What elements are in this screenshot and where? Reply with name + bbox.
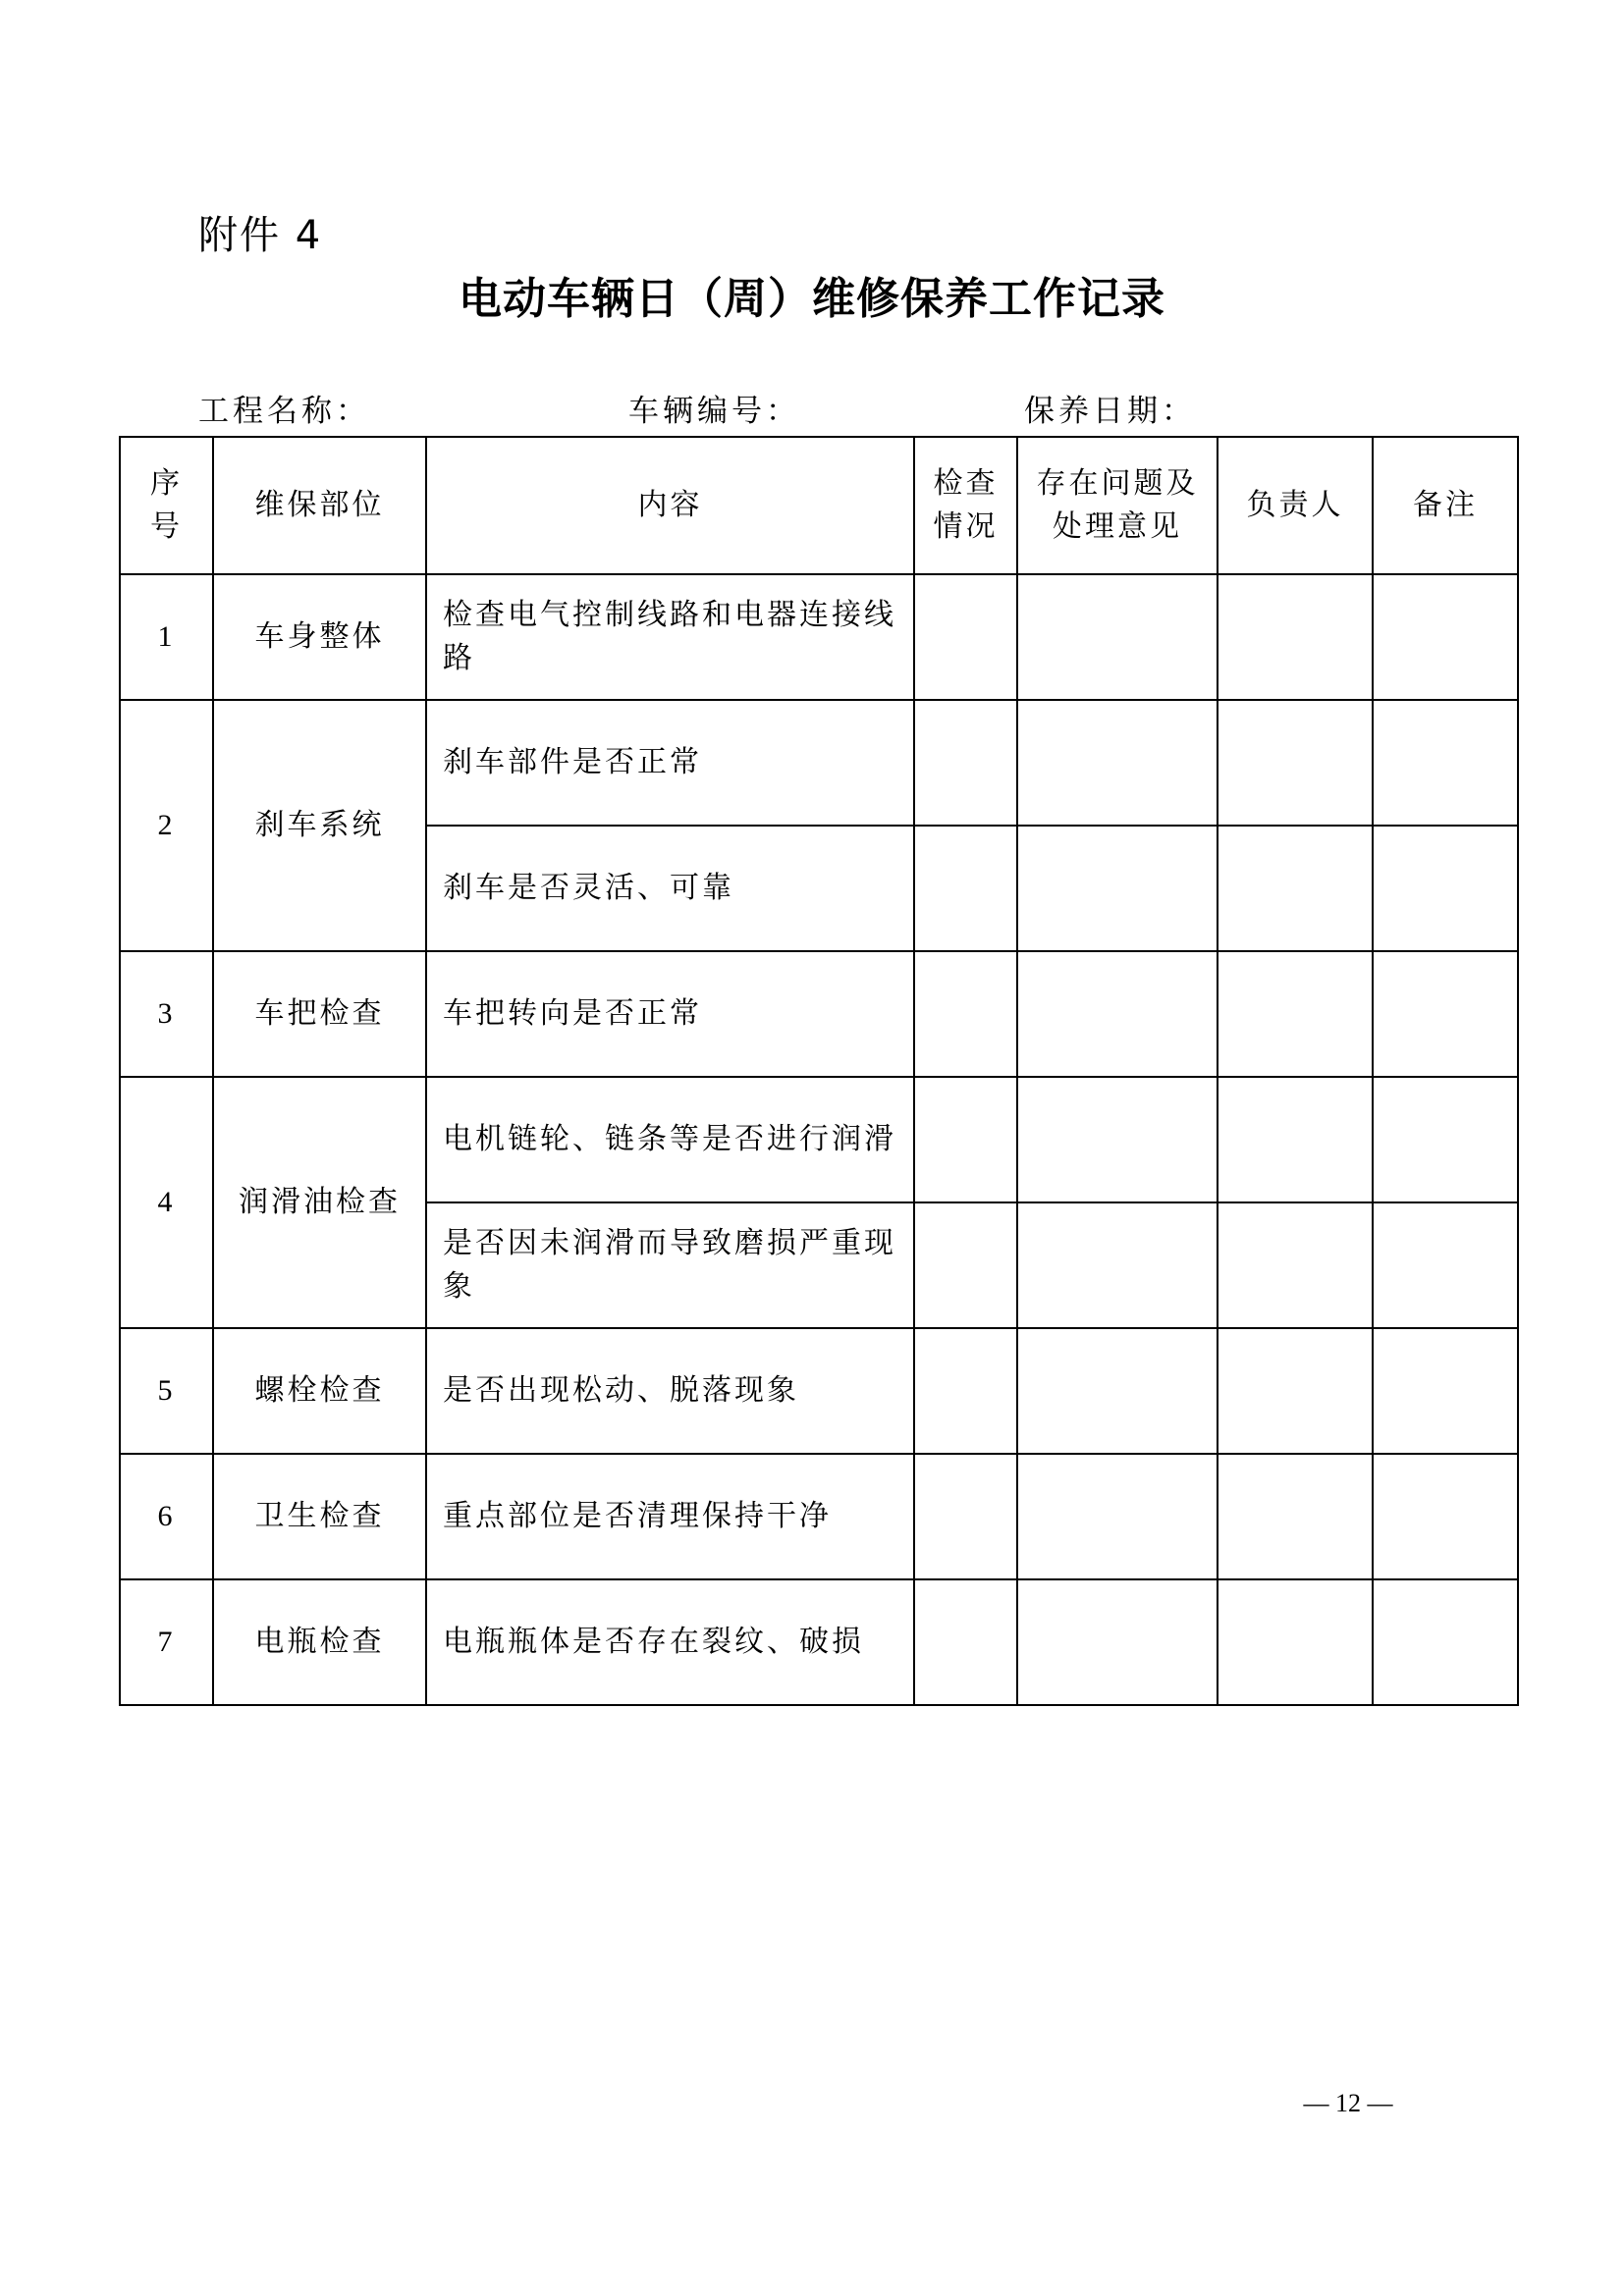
- row-number: 1: [120, 574, 213, 700]
- column-header-part: 维保部位: [213, 437, 426, 574]
- cell-remarks[interactable]: [1373, 1077, 1518, 1202]
- cell-remarks[interactable]: [1373, 1328, 1518, 1454]
- table-row: [120, 574, 1518, 700]
- cell-check-status[interactable]: [914, 700, 1017, 826]
- cell-remarks[interactable]: [1373, 700, 1518, 826]
- row-number: 4: [120, 1077, 213, 1328]
- row-content: 刹车是否灵活、可靠: [426, 826, 914, 951]
- cell-issues[interactable]: [1017, 1579, 1218, 1705]
- table-row: [120, 1328, 1518, 1454]
- cell-responsible[interactable]: [1218, 1328, 1373, 1454]
- annex-label: 附件 4: [198, 213, 323, 258]
- cell-responsible[interactable]: [1218, 1077, 1373, 1202]
- row-content: 电机链轮、链条等是否进行润滑: [426, 1077, 914, 1202]
- row-content: 是否因未润滑而导致磨损严重现象: [426, 1202, 914, 1328]
- row-part: 螺栓检查: [213, 1328, 426, 1454]
- cell-issues[interactable]: [1017, 574, 1218, 700]
- cell-issues[interactable]: [1017, 1328, 1218, 1454]
- cell-responsible[interactable]: [1218, 826, 1373, 951]
- table-row: [120, 700, 1518, 826]
- column-header-issues: 存在问题及处理意见: [1017, 437, 1218, 574]
- table-row: [120, 951, 1518, 1077]
- cell-remarks[interactable]: [1373, 1454, 1518, 1579]
- vehicle-number-label: 车辆编号：: [628, 394, 800, 429]
- row-part: 电瓶检查: [213, 1579, 426, 1705]
- column-header-check-status: 检查情况: [914, 437, 1017, 574]
- row-part: 车身整体: [213, 574, 426, 700]
- page-number: — 12 —: [1303, 2089, 1393, 2117]
- column-header-content: 内容: [426, 437, 914, 574]
- cell-check-status[interactable]: [914, 574, 1017, 700]
- table-header-row: [120, 437, 1518, 574]
- cell-check-status[interactable]: [914, 1077, 1017, 1202]
- cell-remarks[interactable]: [1373, 574, 1518, 700]
- row-number: 7: [120, 1579, 213, 1705]
- cell-responsible[interactable]: [1218, 574, 1373, 700]
- cell-issues[interactable]: [1017, 826, 1218, 951]
- cell-issues[interactable]: [1017, 1454, 1218, 1579]
- project-name-label: 工程名称：: [198, 394, 370, 429]
- cell-issues[interactable]: [1017, 1077, 1218, 1202]
- cell-check-status[interactable]: [914, 1579, 1017, 1705]
- row-content: 重点部位是否清理保持干净: [426, 1454, 914, 1579]
- row-content: 电瓶瓶体是否存在裂纹、破损: [426, 1579, 914, 1705]
- row-part: 车把检查: [213, 951, 426, 1077]
- cell-remarks[interactable]: [1373, 951, 1518, 1077]
- column-header-responsible: 负责人: [1218, 437, 1373, 574]
- row-content: 检查电气控制线路和电器连接线路: [426, 574, 914, 700]
- table-row: [120, 1077, 1518, 1202]
- cell-remarks[interactable]: [1373, 1202, 1518, 1328]
- row-content: 是否出现松动、脱落现象: [426, 1328, 914, 1454]
- row-part: 刹车系统: [213, 700, 426, 951]
- row-part: 卫生检查: [213, 1454, 426, 1579]
- column-header-no: 序号: [120, 437, 213, 574]
- column-header-remarks: 备注: [1373, 437, 1518, 574]
- row-content: 刹车部件是否正常: [426, 700, 914, 826]
- cell-responsible[interactable]: [1218, 951, 1373, 1077]
- row-content: 车把转向是否正常: [426, 951, 914, 1077]
- cell-issues[interactable]: [1017, 700, 1218, 826]
- maintenance-date-label: 保养日期：: [1024, 394, 1196, 429]
- row-number: 5: [120, 1328, 213, 1454]
- document-title: 电动车辆日（周）维修保养工作记录: [459, 274, 1165, 324]
- row-part: 润滑油检查: [213, 1077, 426, 1328]
- cell-remarks[interactable]: [1373, 1579, 1518, 1705]
- maintenance-record-table: [119, 436, 1519, 1706]
- cell-check-status[interactable]: [914, 1328, 1017, 1454]
- cell-check-status[interactable]: [914, 951, 1017, 1077]
- cell-check-status[interactable]: [914, 1454, 1017, 1579]
- cell-responsible[interactable]: [1218, 700, 1373, 826]
- row-number: 3: [120, 951, 213, 1077]
- cell-issues[interactable]: [1017, 1202, 1218, 1328]
- row-number: 6: [120, 1454, 213, 1579]
- cell-issues[interactable]: [1017, 951, 1218, 1077]
- row-number: 2: [120, 700, 213, 951]
- cell-check-status[interactable]: [914, 826, 1017, 951]
- table-row: [120, 1579, 1518, 1705]
- cell-remarks[interactable]: [1373, 826, 1518, 951]
- cell-responsible[interactable]: [1218, 1579, 1373, 1705]
- cell-responsible[interactable]: [1218, 1202, 1373, 1328]
- table-row: [120, 1454, 1518, 1579]
- cell-responsible[interactable]: [1218, 1454, 1373, 1579]
- cell-check-status[interactable]: [914, 1202, 1017, 1328]
